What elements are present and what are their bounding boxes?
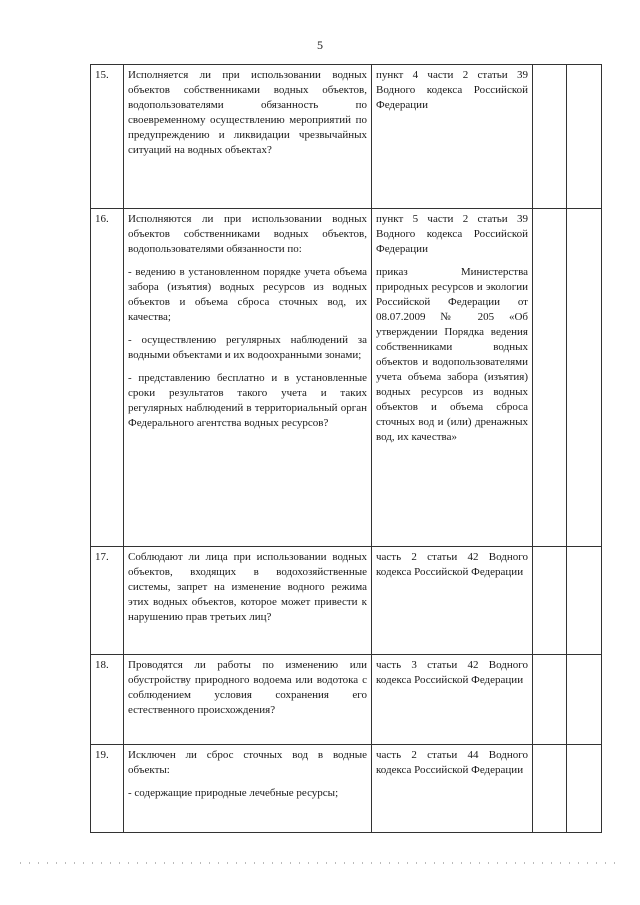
- checklist-table: [90, 64, 602, 833]
- table-row: [91, 655, 602, 745]
- table-row: [91, 209, 602, 547]
- reference-cell: [372, 65, 533, 209]
- table-row: [91, 547, 602, 655]
- reference-cell: [372, 209, 533, 547]
- answer-cell-no: [567, 209, 602, 547]
- reference-text: часть 2 статьи 44 Водного кодекса Российской Федерации: [376, 749, 528, 776]
- scan-artifact-line: [20, 862, 620, 864]
- answer-cell-yes: [533, 745, 567, 833]
- question-text: Исполняются ли при использовании водных объектов собственниками водных объектов, водопользователями обязанности по:: [128, 213, 367, 255]
- question-cell: [124, 655, 372, 745]
- question-subitem: - содержащие природные лечебные ресурсы;: [128, 787, 339, 799]
- answer-cell-yes: [533, 655, 567, 745]
- question-cell: [124, 745, 372, 833]
- reference-cell: [372, 655, 533, 745]
- question-text: Исполняется ли при использовании водных объектов собственниками водных объектов, водопользователями обязанность по своевременному осуществлению мероприятий по предупреждению и ликвидации чрезвычайных ситуаций на водных объектах?: [128, 69, 367, 156]
- reference-cell: [372, 745, 533, 833]
- question-cell: [124, 547, 372, 655]
- question-text: Исключен ли сброс сточных вод в водные объекты:: [128, 749, 367, 776]
- question-cell: [124, 209, 372, 547]
- question-subitem: - представлению бесплатно и в установленные сроки результатов такого учета и таких регулярных наблюдений в территориальный орган Федерального агентства водных ресурсов?: [128, 372, 367, 429]
- reference-cell: [372, 547, 533, 655]
- table-row: [91, 65, 602, 209]
- reference-text: пункт 5 части 2 статьи 39 Водного кодекса Российской Федерации: [376, 213, 528, 255]
- question-cell: [124, 65, 372, 209]
- answer-cell-no: [567, 65, 602, 209]
- reference-text: пункт 4 части 2 статьи 39 Водного кодекса Российской Федерации: [376, 69, 528, 111]
- row-number: 18.: [91, 655, 124, 745]
- answer-cell-yes: [533, 547, 567, 655]
- question-subitem: - осуществлению регулярных наблюдений за водными объектами и их водоохранными зонами;: [128, 334, 367, 361]
- row-number: 15.: [91, 65, 124, 209]
- reference-text: приказ Министерства природных ресурсов и экологии Российской Федерации от 08.07.2009 № 205 «Об утверждении Порядка ведения собственниками водных объектов и водопользователями учета объема забора (изъятия) водных ресурсов из водных объектов и объема сброса сточных вод и (или) дренажных вод, их качества»: [376, 266, 528, 443]
- row-number: 19.: [91, 745, 124, 833]
- answer-cell-yes: [533, 209, 567, 547]
- answer-cell-yes: [533, 65, 567, 209]
- answer-cell-no: [567, 547, 602, 655]
- row-number: 17.: [91, 547, 124, 655]
- reference-text: часть 3 статьи 42 Водного кодекса Российской Федерации: [376, 659, 528, 686]
- question-text: Соблюдают ли лица при использовании водных объектов, входящих в водохозяйственные системы, запрет на изменение водного режима этих водных объектов, которое может привести к нарушению прав третьих лиц?: [128, 551, 367, 623]
- reference-text: часть 2 статьи 42 Водного кодекса Российской Федерации: [376, 551, 528, 578]
- answer-cell-no: [567, 745, 602, 833]
- row-number: 16.: [91, 209, 124, 547]
- question-subitem: - ведению в установленном порядке учета объема забора (изъятия) водных ресурсов из водных объектов и объема сброса сточных вод, их качества;: [128, 266, 367, 323]
- answer-cell-no: [567, 655, 602, 745]
- question-text: Проводятся ли работы по изменению или обустройству природного водоема или водотока с соблюдением условия сохранения его естественного происхождения?: [128, 659, 367, 716]
- table-row: [91, 745, 602, 833]
- page-number: 5: [317, 38, 323, 52]
